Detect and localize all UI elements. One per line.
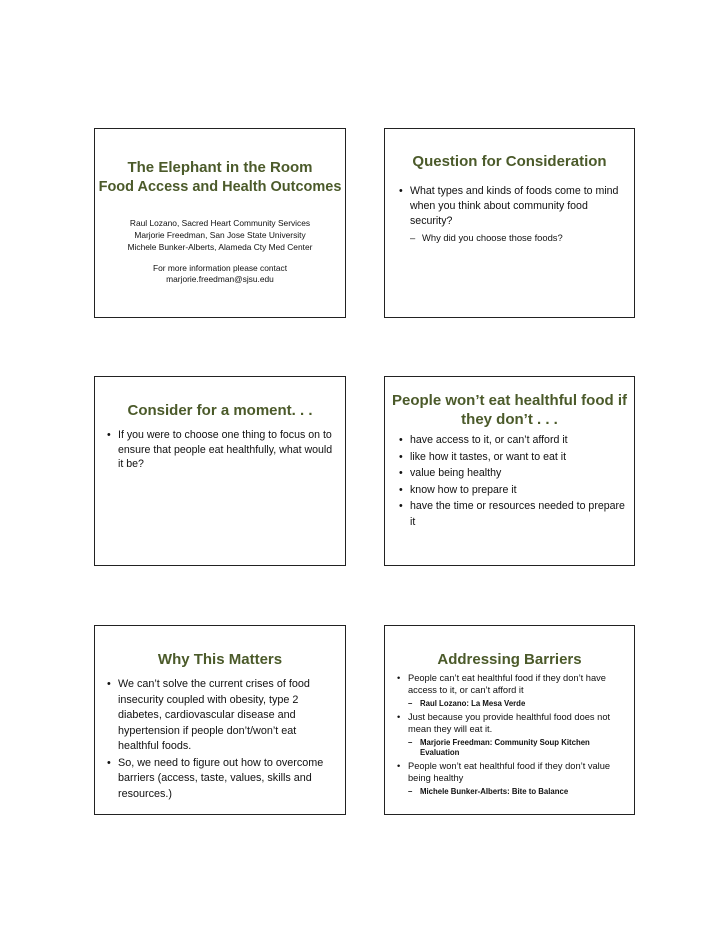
slide-question [384,128,635,318]
slide-why-this-matters [94,625,346,815]
contact-info [95,263,345,285]
credits [95,217,345,253]
slide-title-subheading: Food Access and Health Outcomes [98,179,342,195]
slide-title [94,128,346,318]
slide-heading: Consider for a moment. . . [127,402,313,419]
bullet-item: • So, we need to figure out how to overcome barriers (access, taste, values, skills and resources.) [105,756,337,803]
bullet-item: • like how it tastes, or want to eat it [397,450,627,466]
bullet-item: • If you were to choose one thing to focus on to ensure that people eat healthfully, what would it be? [105,428,337,472]
contact-email: marjorie.freedman@sjsu.edu [166,274,274,284]
bullet-item: • have access to it, or can’t afford it [397,433,627,449]
slide-heading: Why This Matters [157,651,283,668]
bullet-item [395,673,629,709]
bullet-list [395,673,629,800]
slide-addressing-barriers [384,625,635,815]
bullet-text: People won’t eat healthful food if they don’t value being healthy [408,761,611,783]
bullet-item: • know how to prepare it [397,483,627,499]
bullet-list [105,677,337,803]
slide-heading: Addressing Barriers [437,651,582,668]
contact-line: For more information please contact [152,263,288,273]
credit-line: Marjorie Freedman, San Jose State University [134,230,306,240]
slide-title-heading: The Elephant in the Room [127,159,313,176]
bullet-item [395,761,629,797]
bullet-item [397,184,627,244]
bullet-text: Just because you provide healthful food does not mean they will eat it. [408,712,611,734]
credit-line: Michele Bunker-Alberts, Alameda Cty Med Center [127,242,313,252]
sub-item: – Michele Bunker-Alberts: Bite to Balance [408,787,629,797]
slide-heading: People won’t eat healthful food if they don’t . . . [392,392,627,428]
bullet-list [397,184,627,244]
sub-list [410,231,627,244]
credit-line: Raul Lozano, Sacred Heart Community Services [129,218,311,228]
bullet-text: What types and kinds of foods come to mind when you think about community food security? [410,185,619,227]
bullet-list [105,428,337,472]
bullet-list [397,433,627,531]
sub-list [408,787,629,797]
bullet-item [395,712,629,758]
bullet-text: People can’t eat healthful food if they don’t have access to it, or can’t afford it [408,673,606,695]
slide-heading: Question for Consideration [412,153,607,170]
bullet-item: • have the time or resources needed to prepare it [397,499,627,530]
sub-list [408,738,629,758]
bullet-item: • We can’t solve the current crises of food insecurity coupled with obesity, type 2 diabetes, cardiovascular disease and hypertension if people don’t/won’t eat healthful foods. [105,677,337,755]
sub-item: – Marjorie Freedman: Community Soup Kitchen Evaluation [408,738,629,758]
slide-consider [94,376,346,566]
sub-item: – Raul Lozano: La Mesa Verde [408,699,629,709]
bullet-item: • value being healthy [397,466,627,482]
slide-people-wont-eat [384,376,635,566]
sub-list [408,699,629,709]
sub-item: – Why did you choose those foods? [410,231,627,244]
